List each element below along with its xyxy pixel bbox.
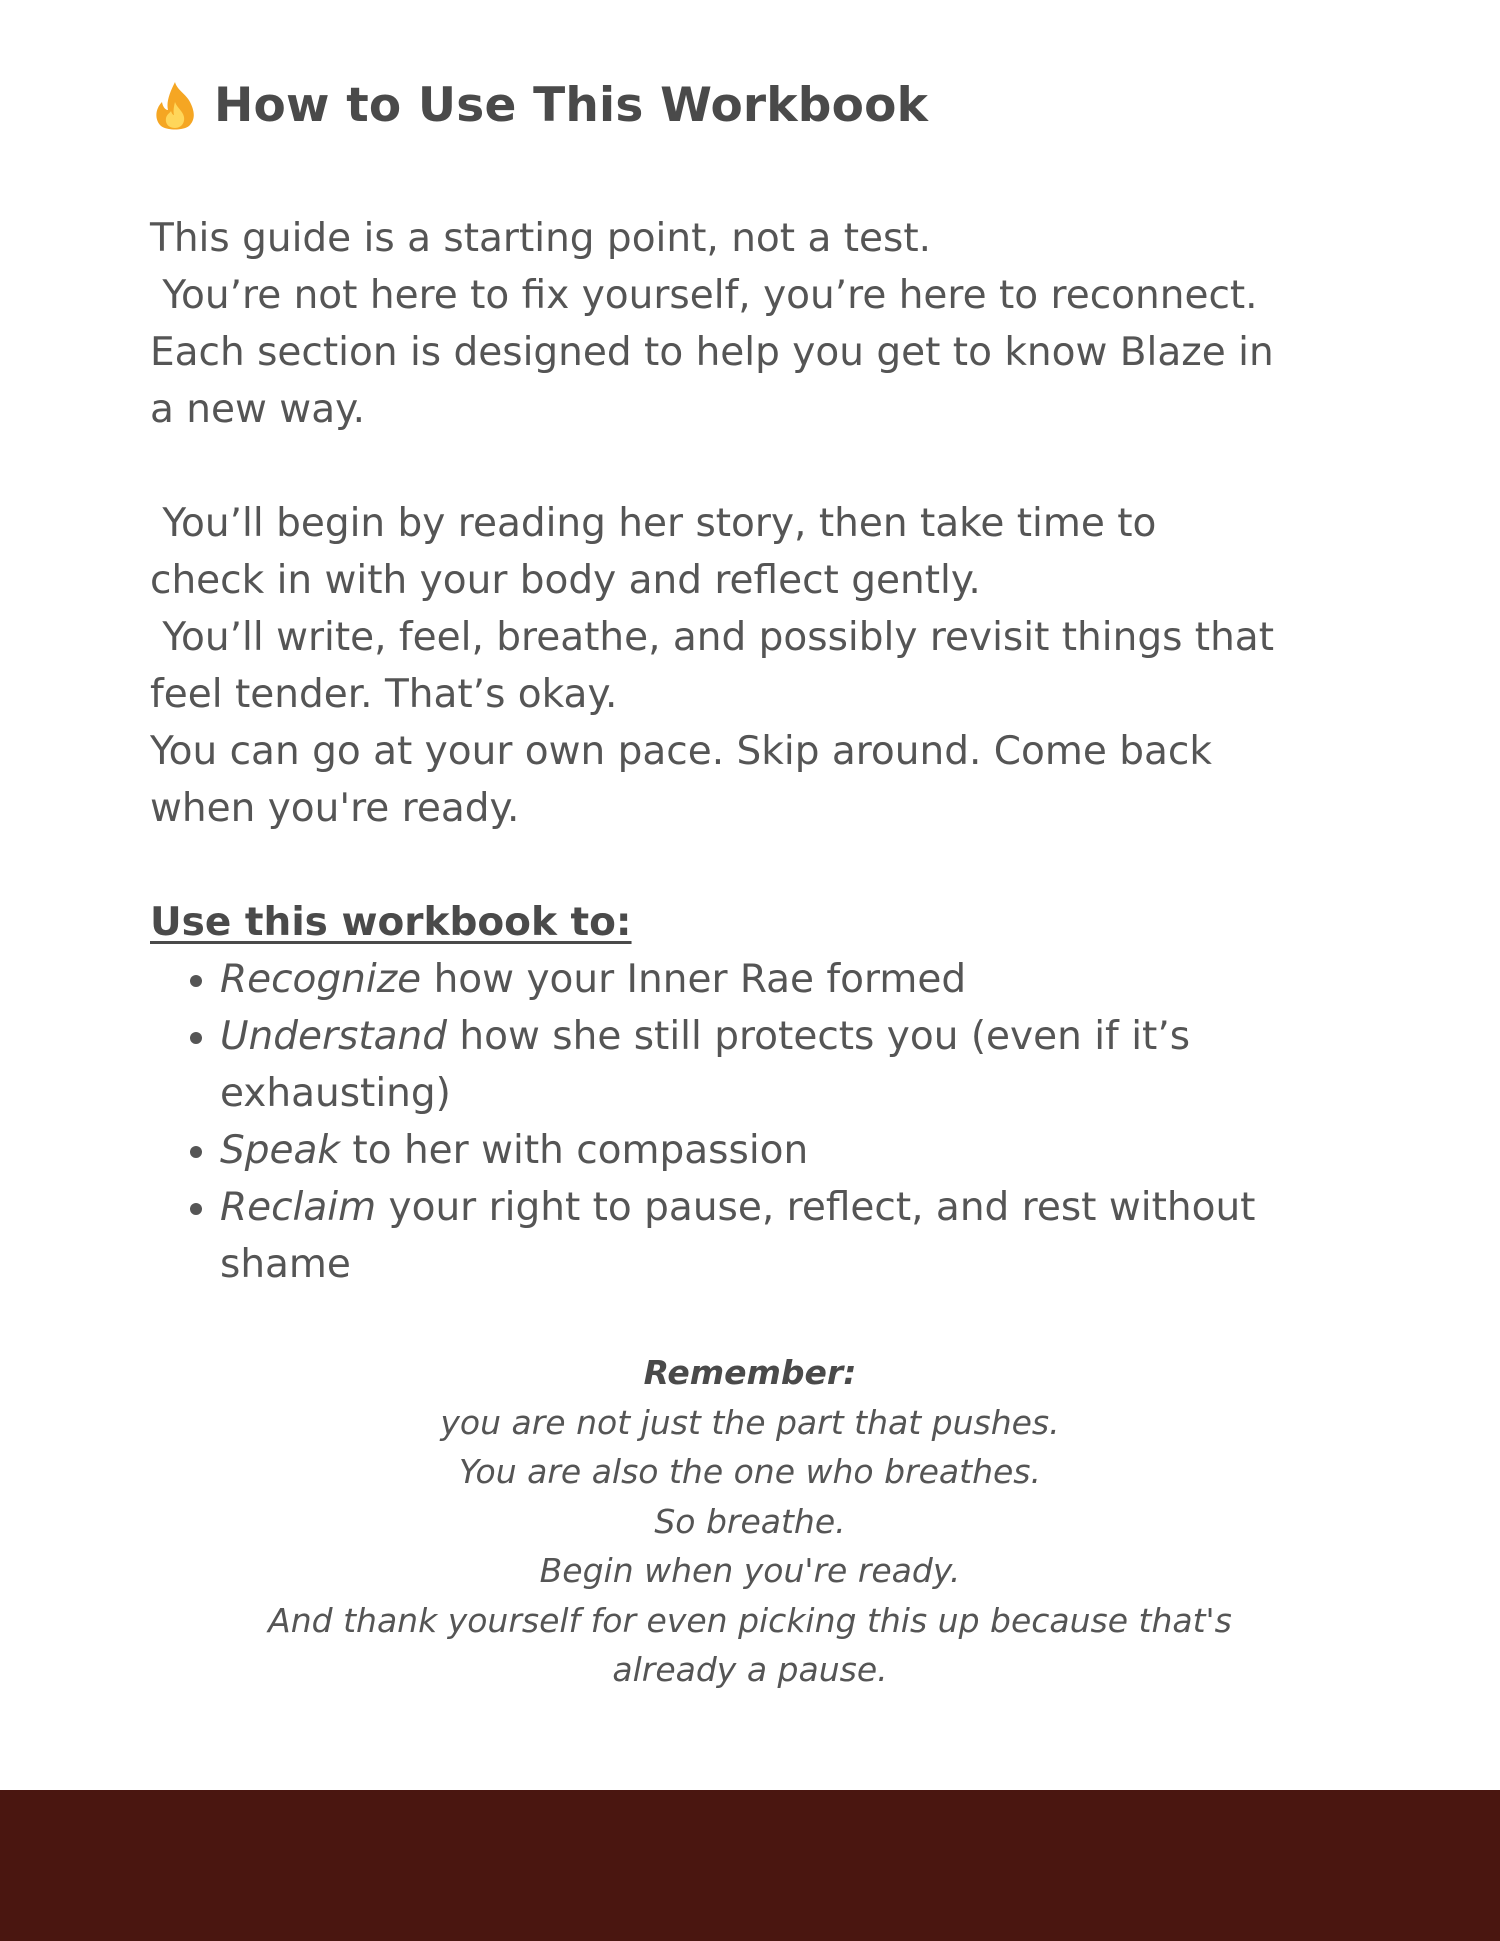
list-item-text: how your Inner Rae formed [421, 957, 967, 1002]
intro-line: You’ll write, feel, breathe, and possibly revisit things that [150, 615, 1274, 660]
remember-line: already a pause. [612, 1650, 888, 1689]
intro-line: a new way. [150, 387, 366, 432]
intro-line: This guide is a starting point, not a test. [150, 216, 932, 261]
list-item [220, 951, 1370, 1008]
title-row [150, 78, 928, 133]
remember-line: you are not just the part that pushes. [440, 1402, 1060, 1442]
intro-line: You can go at your own pace. Skip around. Come back [150, 729, 1212, 774]
paragraph-gap [150, 438, 1370, 495]
intro-line: when you're ready. [150, 786, 520, 831]
uses-heading: Use this workbook to: [150, 900, 632, 945]
list-item-verb: Understand [220, 1014, 448, 1059]
fire-icon [150, 80, 200, 132]
intro-line: Each section is designed to help you get to know Blaze in [150, 330, 1274, 375]
list-item-text: how she still protects you (even if it’s exhausting) [220, 1014, 1191, 1116]
remember-line: So breathe. [654, 1501, 846, 1541]
list-item [220, 1179, 1370, 1293]
list-item-text: to her with compassion [340, 1128, 809, 1173]
uses-list [150, 951, 1370, 1293]
footer-band [0, 1790, 1500, 1941]
list-item [220, 1008, 1370, 1122]
uses-section [150, 894, 1370, 1293]
list-item-text: your right to pause, reflect, and rest without shame [220, 1185, 1256, 1287]
intro-line: You’ll begin by reading her story, then take time to [150, 501, 1157, 546]
intro-line: feel tender. That’s okay. [150, 672, 618, 717]
list-item [220, 1122, 1370, 1179]
intro-text [150, 210, 1370, 837]
list-item-verb: Speak [220, 1128, 340, 1173]
list-item-verb: Reclaim [220, 1185, 377, 1230]
remember-line: You are also the one who breathes. [459, 1452, 1041, 1491]
remember-line: And thank yourself for even picking this up because that's [268, 1600, 1232, 1640]
intro-line: check in with your body and reflect gently. [150, 558, 981, 603]
remember-line: Begin when you're ready. [539, 1551, 961, 1590]
list-item-verb: Recognize [220, 957, 422, 1002]
intro-line: You’re not here to fix yourself, you’re here to reconnect. [150, 273, 1258, 318]
remember-title: Remember: [643, 1353, 857, 1392]
remember-block [150, 1348, 1350, 1695]
page-title: How to Use This Workbook [214, 78, 929, 133]
